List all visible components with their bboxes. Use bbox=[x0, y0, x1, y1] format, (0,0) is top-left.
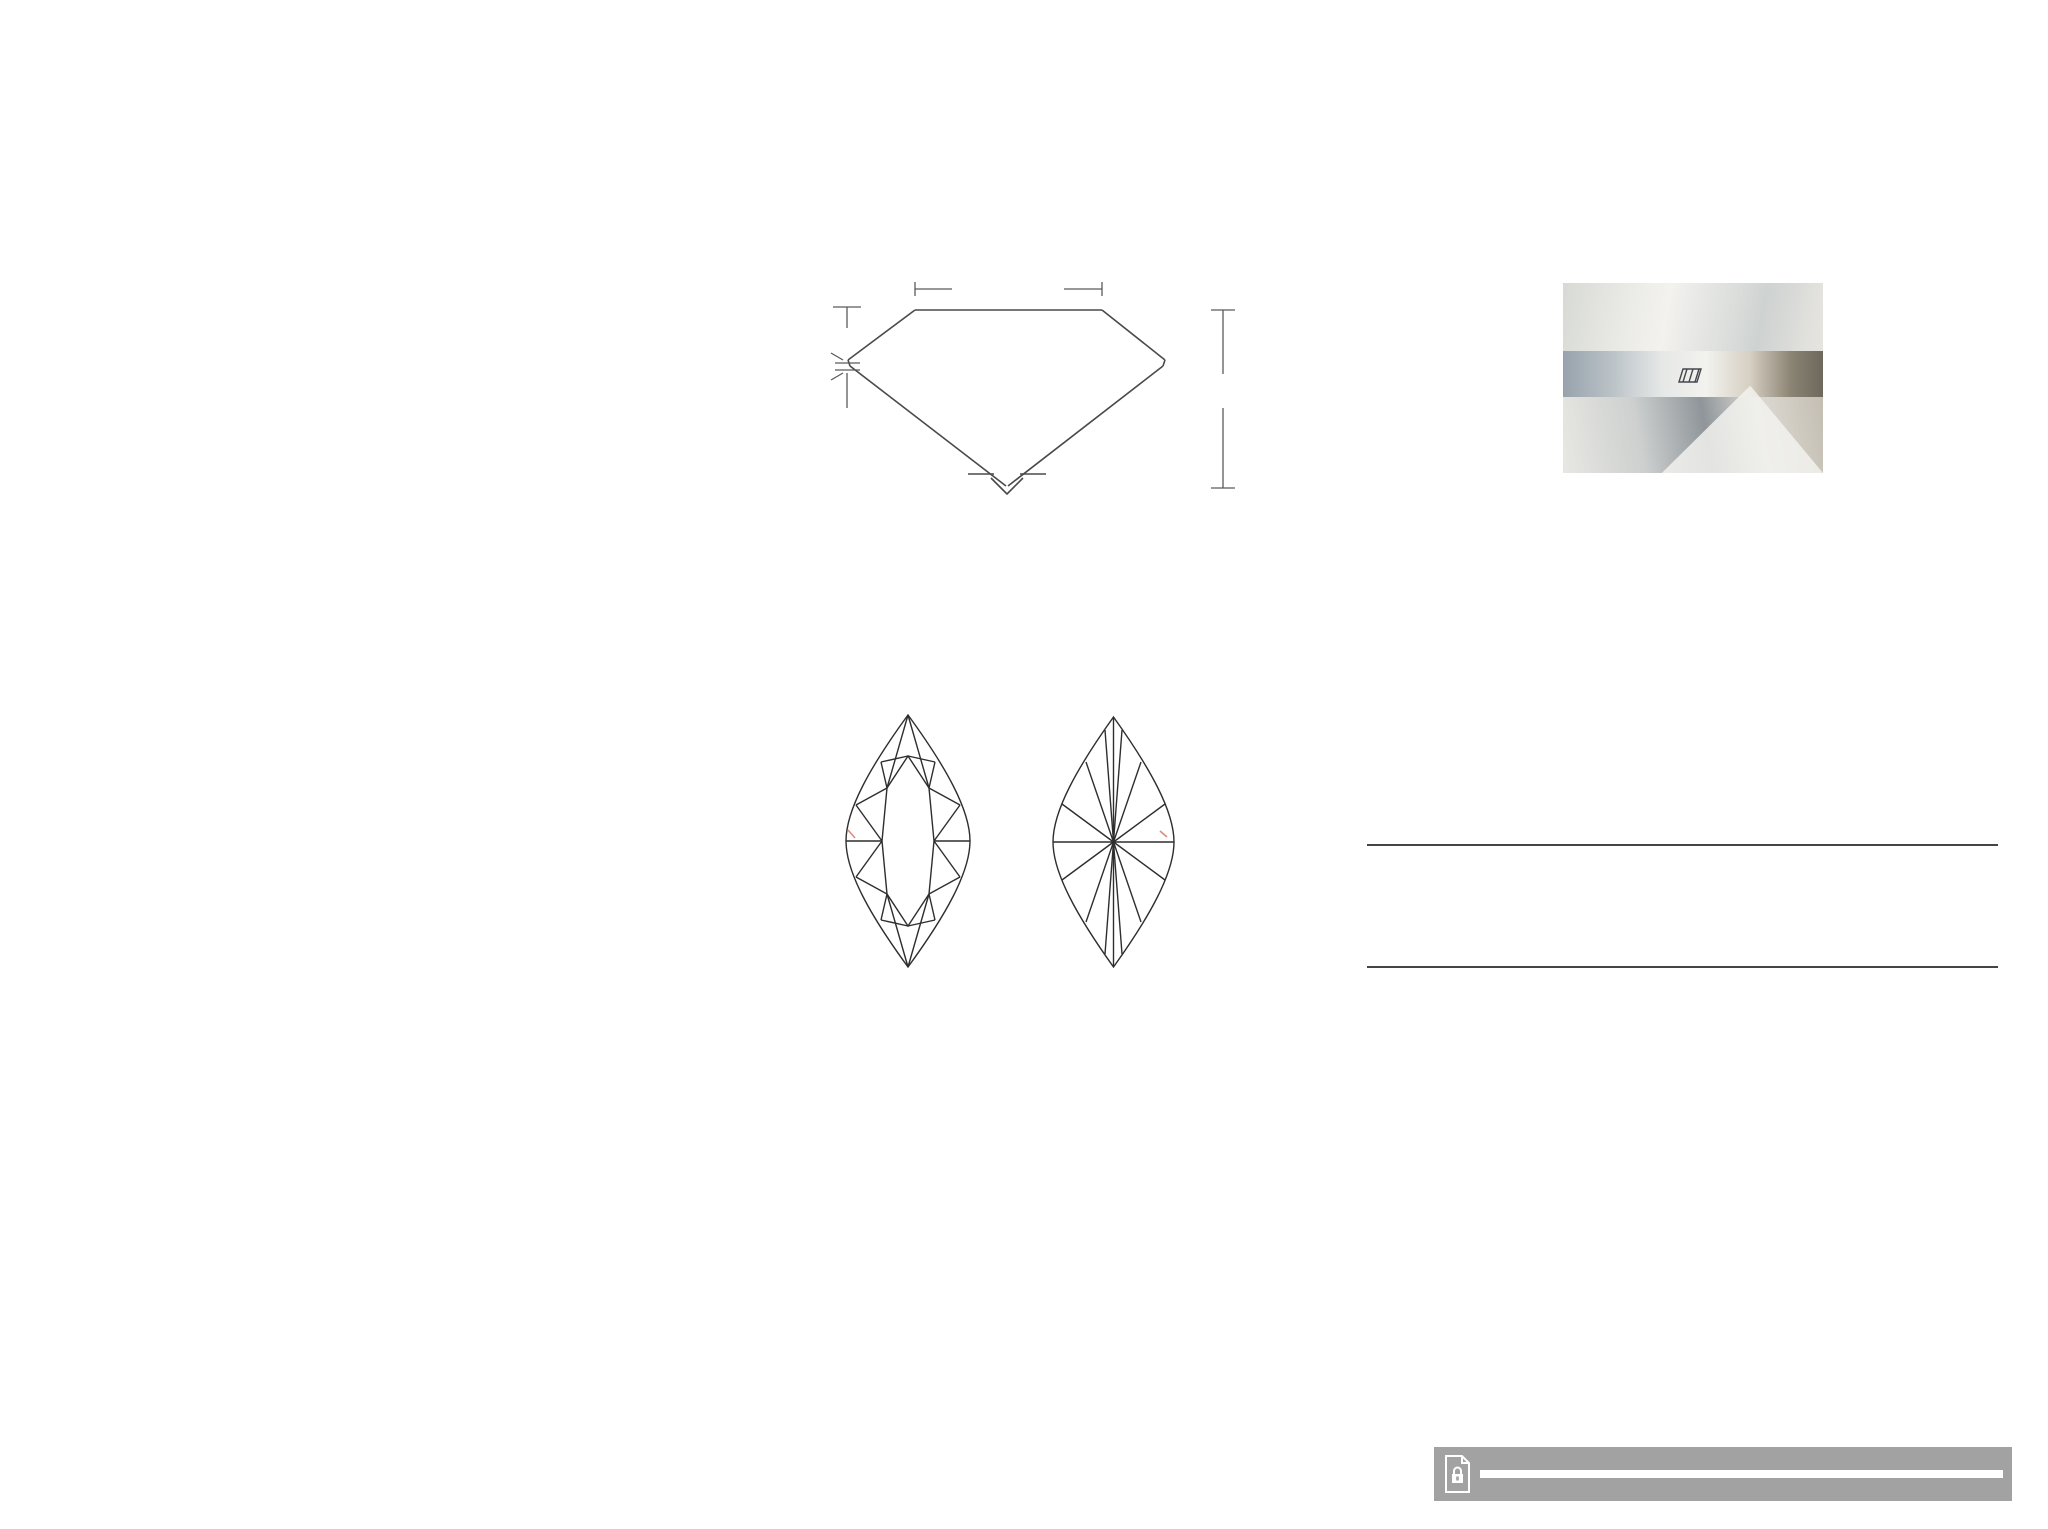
sample-diamond-photo bbox=[1563, 283, 1823, 473]
secure-document-lock-icon bbox=[1443, 1455, 1471, 1493]
igi-seal-logo bbox=[8, 8, 120, 120]
inclusion-symbol bbox=[848, 830, 855, 838]
qr-code bbox=[1861, 1261, 1959, 1359]
security-features-bar bbox=[1434, 1447, 2012, 1501]
photo-facet bbox=[1563, 283, 1823, 355]
clarity-plot-crown-view bbox=[842, 712, 974, 970]
inclusion-symbol bbox=[1160, 831, 1167, 837]
girdle-inscription bbox=[1563, 367, 1823, 385]
clarity-scale-rule bbox=[1367, 966, 1998, 968]
igi-watermark-pattern bbox=[0, 295, 632, 1257]
clarity-plot-pavilion-view bbox=[1049, 714, 1178, 970]
color-scale-rule bbox=[1367, 844, 1998, 846]
igi-seal-stamp bbox=[1662, 1238, 1808, 1384]
proportions-diagram bbox=[690, 262, 1270, 542]
igi-monogram-icon bbox=[1676, 367, 1704, 385]
security-text-box bbox=[1480, 1470, 2003, 1478]
